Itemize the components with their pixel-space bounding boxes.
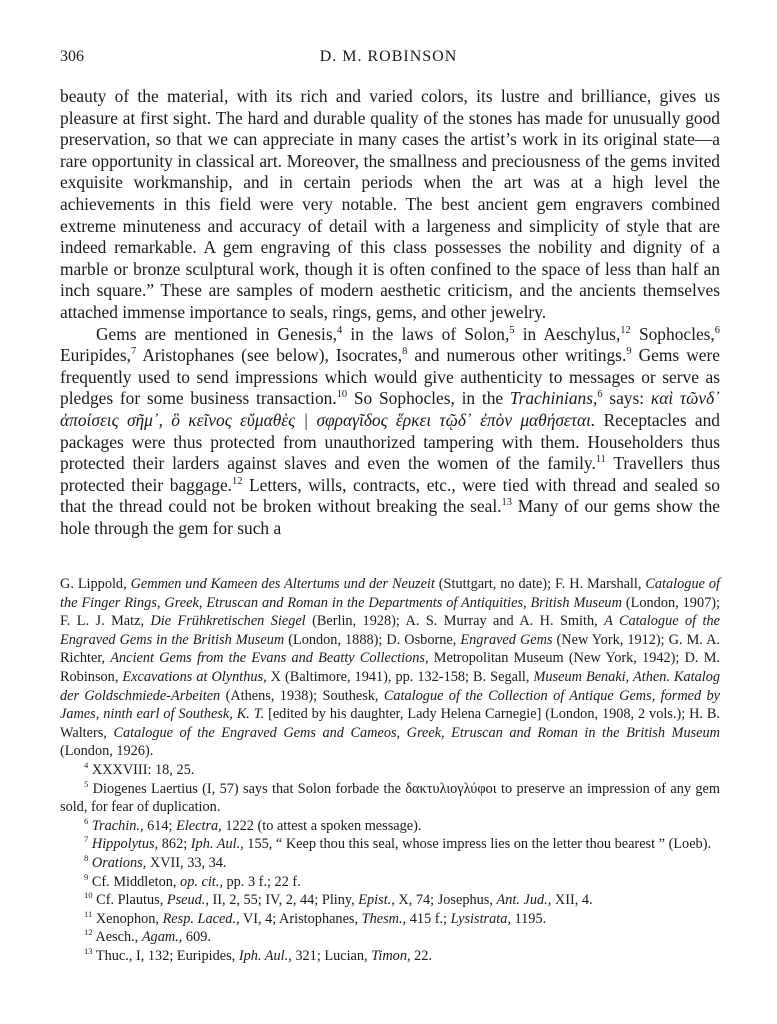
- work-title: Catalogue of the Collection of Antique Gems, formed by James, ninth earl of Southesk, K. T.: [60, 687, 721, 723]
- work-title: Catalogue of the Engraved Gems and Cameos, Greek, Etruscan and Roman in the British Museum: [113, 724, 720, 741]
- note-text: VI, 4; Aristophanes,: [239, 910, 362, 927]
- work-title: Lysistrata,: [450, 910, 511, 927]
- footnote-ref[interactable]: 12: [232, 475, 243, 487]
- note-text: X (Baltimore, 1941), pp. 132-158; B. Segall,: [266, 668, 534, 685]
- work-title: Trachinians,: [509, 388, 598, 409]
- note-text: Xenophon,: [92, 910, 163, 927]
- footnote-ref[interactable]: 12: [620, 324, 631, 336]
- page-header: [60, 48, 717, 72]
- note-text: (Stuttgart, no date); F. H. Marshall,: [434, 576, 646, 592]
- footnote-4: [60, 761, 720, 780]
- paragraph-text: says:: [602, 388, 651, 409]
- work-title: Gemmen und Kameen des Altertums und der Neuzeit: [130, 576, 435, 592]
- work-title: Ancient Gems from the Evans and Beatty Collections,: [110, 650, 429, 667]
- work-title: Thesm.,: [361, 910, 407, 927]
- footnote-number: 12: [84, 927, 93, 938]
- work-title: A Catalogue of the Engraved Gems in the British Museum: [60, 613, 720, 648]
- note-text: 155, “ Keep thou this seal, whose impress lies on the letter thou bearest ” (Loeb).: [243, 836, 712, 853]
- footnote-8: [60, 854, 720, 873]
- work-title: Trachin.,: [91, 817, 144, 834]
- footnote-number: 6: [84, 815, 89, 826]
- footnote-12: [60, 928, 720, 947]
- work-title: Electra,: [176, 817, 222, 834]
- footnote-number: 11: [84, 908, 93, 919]
- note-text: (Athens, 1938); Southesk,: [220, 687, 384, 704]
- note-text: Cf. Middleton,: [88, 873, 181, 890]
- note-text: to preserve an impression of any gem sold, for fear of duplication.: [60, 780, 721, 816]
- footnote-ref[interactable]: 6: [714, 324, 720, 336]
- page-number: 306: [60, 48, 84, 65]
- work-title: Engraved Gems: [460, 631, 553, 648]
- work-title: op. cit.,: [180, 873, 223, 890]
- footnote-number: 7: [84, 834, 89, 845]
- note-text: XVII, 33, 34.: [146, 854, 227, 871]
- footnote-ref[interactable]: 5: [509, 324, 515, 336]
- paragraph-1: [60, 86, 720, 324]
- paragraph-text: Euripides,: [60, 345, 131, 366]
- footnote-ref[interactable]: 9: [626, 346, 632, 358]
- note-text: 415 f.;: [406, 910, 451, 927]
- note-text: 321; Lucian,: [291, 947, 372, 964]
- work-title: Die Frühkretischen Siegel: [150, 613, 306, 630]
- footnote-10: [60, 891, 720, 910]
- footnote-number: 9: [84, 871, 89, 882]
- note-text: 862;: [158, 836, 191, 853]
- footnote-ref[interactable]: 10: [336, 389, 348, 401]
- note-text: 609.: [182, 929, 211, 946]
- work-title: Museum Benaki, Athen. Katalog der Goldschmiede-Arbeiten: [60, 668, 721, 704]
- work-title: Resp. Laced.,: [162, 910, 240, 927]
- footnote-11: [60, 910, 720, 929]
- footnote-13: [60, 947, 720, 966]
- footnote-number: 5: [84, 778, 89, 789]
- main-text: [60, 86, 720, 539]
- footnote-number: 4: [84, 760, 89, 771]
- note-text: 614;: [143, 817, 177, 834]
- greek-quotation: καὶ τῶνδ᾿ ἀποίσεις σῆμ᾿, ὃ κεῖνος εὔμαθὲς | σφραγῖδος ἕρκει τῷδ᾿ ἐπὸν μαθήσεται.: [60, 388, 720, 430]
- footnote-6: [60, 817, 720, 836]
- note-text: Thuc., I, 132; Euripides,: [92, 947, 239, 964]
- work-title: Orations,: [91, 854, 147, 871]
- note-text: II, 2, 55; IV, 2, 44; Pliny,: [208, 892, 359, 909]
- work-title: Agam.,: [141, 929, 183, 946]
- paragraph-text: So Sophocles, in the: [347, 388, 510, 409]
- footnote-ref[interactable]: 7: [131, 346, 137, 358]
- footnote-ref[interactable]: 8: [402, 346, 408, 358]
- running-head: D. M. ROBINSON: [319, 48, 458, 65]
- note-text: G. Lippold,: [60, 576, 131, 592]
- work-title: Epist.,: [358, 892, 395, 909]
- paragraph-text: Letters, wills, contracts, etc., were tied with thread and sealed so that the thread could not be broken without breaking the seal.: [60, 474, 720, 517]
- footnote-number: 13: [84, 946, 93, 957]
- note-text: (New York, 1912); G. M. A. Richter,: [60, 631, 720, 667]
- work-title: Iph. Aul.,: [238, 947, 292, 964]
- note-text: (London, 1907); F. L. J. Matz,: [60, 594, 720, 630]
- work-title: Hippolytus,: [91, 836, 159, 853]
- note-text: Diogenes Laertius (I, 57) says that Solon forbade the: [88, 780, 406, 797]
- note-text: [edited by his daughter, Lady Helena Carnegie] (London, 1908, 2 vols.); H. B. Walters,: [60, 706, 720, 741]
- note-text: (London, 1888); D. Osborne,: [284, 631, 461, 648]
- footnotes: [60, 575, 720, 965]
- bibliography-note: [60, 575, 720, 761]
- footnote-number: 10: [84, 890, 93, 901]
- note-text: XII, 4.: [551, 892, 593, 909]
- footnote-number: 8: [84, 853, 89, 864]
- footnote-ref[interactable]: 4: [336, 324, 343, 336]
- paragraph-text: in Aeschylus,: [514, 323, 621, 344]
- work-title: Ant. Jud.,: [496, 892, 552, 909]
- paragraph-text: in the laws of Solon,: [342, 323, 510, 344]
- note-text: X, 74; Josephus,: [394, 892, 497, 909]
- paragraph-text: beauty of the material, with its rich and varied colors, its lustre and brilliance, gives us pleasure at first sight. The hard and durable quality of the stones has made for unusually good preservation, so that we can appreciate in many cases the artist’s work in its original state—a rare opportunity in classical art. Moreover, the smallness and preciousness of the gems invited exquisite workmanship, and in certain periods when the art was at a high level the achievements in this field were very notable. The best ancient gem engravers combined extreme minuteness and accuracy of detail with a largeness and simplicity of style that are indeed remarkable. A gem engraving of this class possesses the nobility and dignity of a marble or bronze sculptural work, though it is often confined to the space of less than half an inch square.” These are samples of modern aesthetic criticism, and the ancients themselves attached immense importance to seals, rings, gems, and other jewelry.: [60, 86, 720, 322]
- paragraph-text: Aristophanes (see below), Isocrates,: [136, 345, 403, 366]
- paragraph-text: Gems were frequently used to send impressions which would give authenticity to messages or serve as pledges for some business transaction.: [60, 345, 721, 409]
- footnote-7: [60, 835, 720, 854]
- paragraph-text: and numerous other writings.: [407, 345, 627, 366]
- note-text: 22.: [410, 947, 433, 964]
- work-title: Pseud.,: [166, 892, 209, 909]
- paragraph-2: [60, 324, 720, 540]
- footnote-ref[interactable]: 13: [501, 497, 512, 509]
- note-text: Aesch.,: [92, 929, 142, 946]
- work-title: Iph. Aul.,: [190, 836, 244, 853]
- footnote-ref[interactable]: 11: [595, 454, 606, 466]
- paragraph-text: Sophocles,: [630, 323, 715, 344]
- note-text: XXXVIII: 18, 25.: [88, 761, 195, 778]
- greek-term: δακτυλιογλύφοι: [405, 780, 497, 797]
- footnote-9: [60, 873, 720, 892]
- paragraph-text: Receptacles and packages were thus protected from unauthorized tampering with them. Householders thus protected their larders against slaves and even the women of the family.: [60, 409, 720, 474]
- note-text: Metropolitan Museum (New York, 1942); D. M. Robinson,: [60, 650, 720, 685]
- paragraph-text: Travellers thus protected their baggage.: [60, 453, 720, 495]
- work-title: Catalogue of the Finger Rings, Greek, Etruscan and Roman in the Departments of Antiquities, British Museum: [60, 576, 720, 611]
- note-text: 1195.: [510, 910, 547, 927]
- paragraph-text: Many of our gems show the hole through the gem for such a: [60, 496, 720, 538]
- footnote-5: [60, 780, 720, 817]
- note-text: pp. 3 f.; 22 f.: [222, 873, 301, 890]
- work-title: Excavations at Olynthus,: [122, 668, 267, 685]
- work-title: Timon,: [371, 947, 411, 964]
- paragraph-text: Gems are mentioned in Genesis,: [96, 323, 337, 344]
- note-text: 1222 (to attest a spoken message).: [221, 817, 422, 834]
- note-text: Cf. Plautus,: [92, 892, 167, 909]
- footnote-ref[interactable]: 6: [597, 389, 603, 401]
- note-text: (London, 1926).: [60, 743, 154, 760]
- note-text: (Berlin, 1928); A. S. Murray and A. H. Smith,: [305, 613, 605, 630]
